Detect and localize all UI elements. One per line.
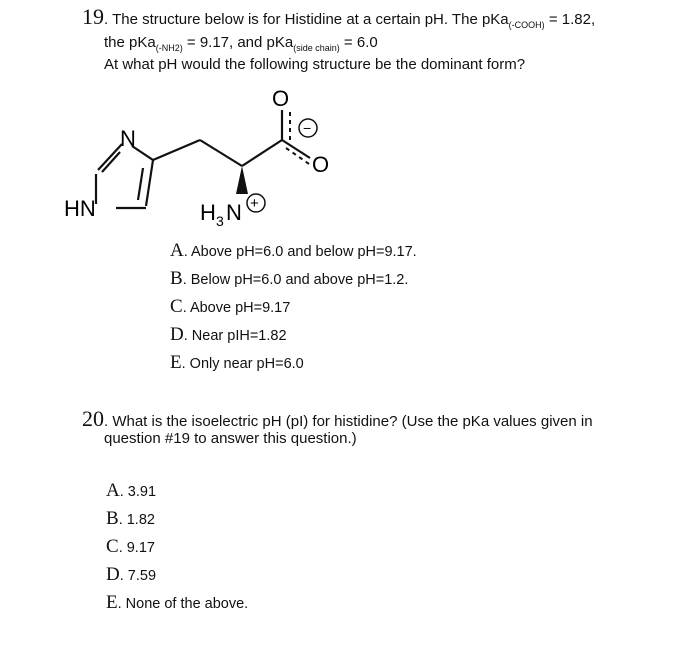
q20-option-a[interactable]: A. 3.91 bbox=[106, 480, 157, 501]
q20-line2: question #19 to answer this question.) bbox=[104, 430, 357, 447]
q19-line1 bbox=[82, 4, 595, 30]
q19-option-d[interactable]: D. Near pIH=1.82 bbox=[170, 324, 287, 345]
bond-ch2-calpha bbox=[200, 140, 242, 166]
atom-hn: HN bbox=[64, 196, 96, 221]
atom-o-right: O bbox=[312, 152, 330, 177]
q19-option-a[interactable]: A. Above pH=6.0 and below pH=9.17. bbox=[170, 240, 417, 261]
q19-option-b[interactable]: B. Below pH=6.0 and above pH=1.2. bbox=[170, 268, 409, 289]
atom-h3n-sub: 3 bbox=[216, 213, 224, 229]
q20-line1 bbox=[82, 406, 593, 432]
ring-bond-n-c2 bbox=[98, 144, 122, 170]
q20-option-c[interactable]: C. 9.17 bbox=[106, 536, 155, 557]
bond-calpha-carbonyl bbox=[242, 140, 282, 166]
q19-sidechain-subscript: (side chain) bbox=[293, 43, 340, 53]
q20-option-b[interactable]: B. 1.82 bbox=[106, 508, 155, 529]
q20-number: 20 bbox=[82, 406, 104, 431]
q19-number: 19 bbox=[82, 4, 104, 29]
q19-nh2-subscript: (-NH2) bbox=[155, 43, 183, 53]
atom-h3n-n: N bbox=[226, 200, 242, 225]
q19-line3: At what pH would the following structure be the dominant form? bbox=[104, 56, 526, 73]
histidine-structure bbox=[60, 78, 360, 238]
ring-bond-c-c bbox=[146, 160, 153, 206]
q19-cooh-subscript: (-COOH) bbox=[508, 20, 545, 30]
q19-line2-mid: = 9.17, and pKa bbox=[182, 34, 294, 51]
atom-h3n-h: H bbox=[200, 200, 216, 225]
q19-option-c[interactable]: C. Above pH=9.17 bbox=[170, 296, 291, 317]
wedge-bond bbox=[236, 166, 248, 194]
q19-line2-end: = 6.0 bbox=[339, 34, 378, 51]
q19-line2-start: the pKa bbox=[104, 34, 156, 51]
q20-line1-text: . What is the isoelectric pH (pI) for histidine? (Use the pKa values given in bbox=[104, 413, 593, 430]
plus-charge-icon: + bbox=[250, 195, 259, 212]
atom-o-top: O bbox=[272, 86, 290, 111]
q20-option-e[interactable]: E. None of the above. bbox=[106, 592, 249, 613]
q19-option-e[interactable]: E. Only near pH=6.0 bbox=[170, 352, 304, 373]
ring-double-bond-right bbox=[138, 168, 143, 200]
minus-charge-icon: − bbox=[303, 120, 312, 136]
q20-option-d[interactable]: D. 7.59 bbox=[106, 564, 157, 585]
q19-line1-end: = 1.82, bbox=[544, 11, 596, 28]
bond-ring-ch2 bbox=[153, 140, 200, 160]
q19-line2 bbox=[104, 34, 378, 51]
atom-n-ring: N bbox=[120, 126, 136, 151]
q19-line1-text: . The structure below is for Histidine at a certain pH. The pKa bbox=[104, 11, 509, 28]
